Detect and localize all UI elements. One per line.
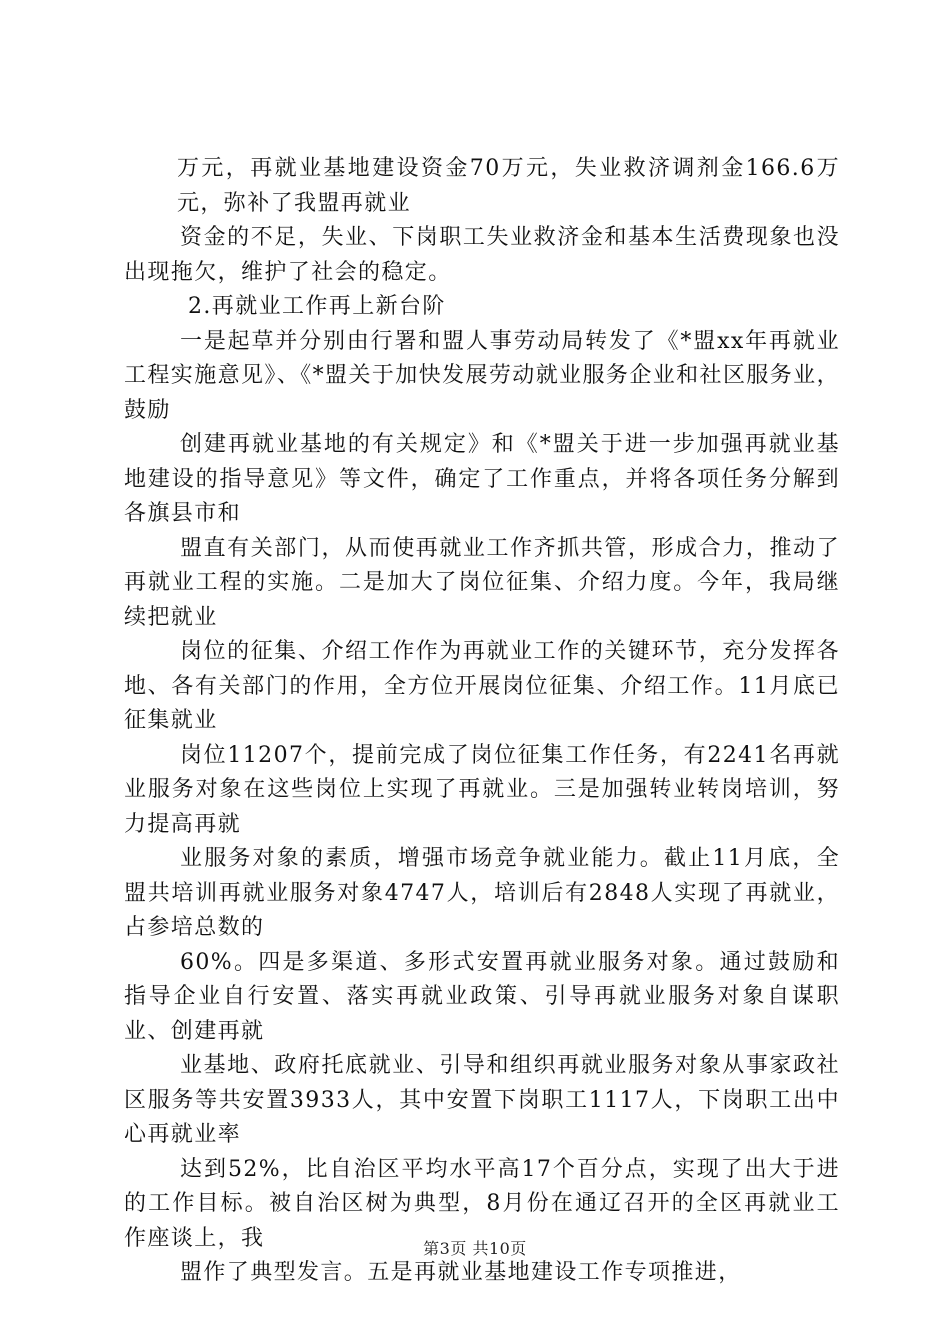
page-number-footer: 第3页 共10页: [423, 1239, 527, 1258]
paragraph: 创建再就业基地的有关规定》和《*盟关于进一步加强再就业基地建设的指导意见》等文件，确定了工作重点，并将各项任务分解到各旗县市和: [124, 432, 840, 526]
paragraph: 岗位的征集、介绍工作作为再就业工作的关键环节，充分发挥各地、各有关部门的作用，全方位开展岗位征集、介绍工作。11月底已征集就业: [124, 639, 840, 733]
paragraph: 盟作了典型发言。五是再就业基地建设工作专项推进，: [180, 1260, 742, 1285]
paragraph: 资金的不足，失业、下岗职工失业救济金和基本生活费现象也没出现拖欠，维护了社会的稳定。: [124, 225, 840, 285]
paragraph: 业基地、政府托底就业、引导和组织再就业服务对象从事家政社区服务等共安置3933人，其中安置下岗职工1117人，下岗职工出中心再就业率: [124, 1053, 840, 1147]
paragraph: 一是起草并分别由行署和盟人事劳动局转发了《*盟xx年再就业工程实施意见》、《*盟关于加快发展劳动就业服务企业和社区服务业，鼓励: [124, 328, 840, 423]
paragraph: 达到52%，比自治区平均水平高17个百分点，实现了出大于进的工作目标。被自治区树为典型，8月份在通辽召开的全区再就业工作座谈上，我: [124, 1156, 840, 1251]
section-heading: 2.再就业工作再上新台阶: [188, 294, 446, 319]
paragraph: 盟直有关部门，从而使再就业工作齐抓共管，形成合力，推动了再就业工程的实施。二是加大了岗位征集、介绍力度。今年，我局继续把就业: [124, 535, 840, 630]
paragraph: 岗位11207个，提前完成了岗位征集工作任务，有2241名再就业服务对象在这些岗位上实现了再就业。三是加强转业转岗培训，努力提高再就: [124, 742, 840, 837]
paragraph: 万元，再就业基地建设资金70万元，失业救济调剂金166.6万元，弥补了我盟再就业: [177, 156, 840, 216]
paragraph: 业服务对象的素质，增强市场竞争就业能力。截止11月底，全盟共培训再就业服务对象4747人，培训后有2848人实现了再就业，占参培总数的: [124, 846, 840, 940]
document-body: [124, 152, 840, 1291]
paragraph: 60%。四是多渠道、多形式安置再就业服务对象。通过鼓励和指导企业自行安置、落实再就业政策、引导再就业服务对象自谋职业、创建再就: [124, 949, 840, 1044]
